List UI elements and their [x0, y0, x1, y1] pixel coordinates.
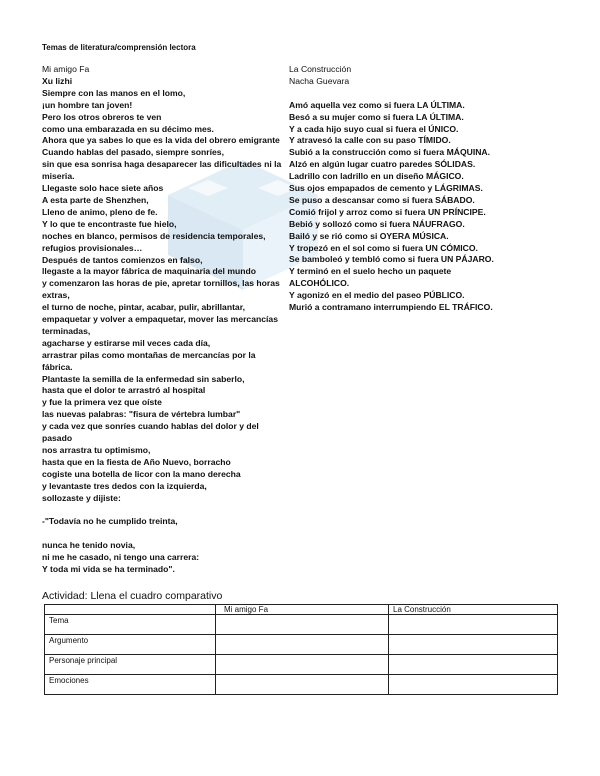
poem-line: ni me he casado, ni tengo una carrera: [42, 552, 200, 563]
poem-closing [42, 540, 288, 576]
poem-line: Lleno de animo, pleno de fe. [42, 206, 158, 217]
poem-line: Y atravesó la calle con su paso TÍMIDO. [289, 135, 451, 146]
poem-line: Se puso a descansar como si fuera SÁBADO. [289, 194, 475, 205]
poem-title: La Construcción [289, 64, 352, 74]
row-label: Emociones [45, 675, 216, 695]
poem-line: extras, [42, 290, 70, 301]
poem-line: ¡un hombre tan joven! [42, 99, 133, 110]
poem-line: Cuando hablas del pasado, siempre sonríes, [42, 147, 224, 158]
poem-line: refugios provisionales… [42, 242, 143, 253]
poem-line: las nuevas palabras: "fisura de vértebra lumbar" [42, 409, 241, 420]
poem-line: Y a cada hijo suyo cual si fuera el ÚNICO. [289, 123, 459, 134]
poem-line: Y toda mi vida se ha terminado". [42, 564, 175, 575]
poem-line: Sus ojos empapados de cemento y LÁGRIMAS. [289, 183, 483, 194]
poem-line: fábrica. [42, 361, 73, 372]
answer-cell[interactable] [216, 635, 389, 655]
poem-line: y comenzaron las horas de pie, apretar tornillos, las horas [42, 278, 280, 289]
poem-line: Pero los otros obreros te ven [42, 111, 162, 122]
table-header-cell: La Construcción [389, 605, 558, 615]
poem-author: Xu lizhi [42, 75, 73, 86]
poem-line: A esta parte de Shenzhen, [42, 194, 149, 205]
poem-lines [289, 100, 559, 314]
poem-line: y levantaste tres dedos con la izquierda, [42, 480, 207, 491]
poem-line: agacharse y estirarse mil veces cada día, [42, 337, 211, 348]
poem-line: hasta que el dolor te arrastró al hospital [42, 385, 206, 396]
poem-line: llegaste a la mayor fábrica de maquinaria del mundo [42, 266, 256, 277]
poem-line: sollozaste y dijiste: [42, 492, 121, 503]
poem-line: Bebió y sollozó como si fuera NÁUFRAGO. [289, 218, 465, 229]
answer-cell[interactable] [389, 635, 558, 655]
answer-cell[interactable] [216, 615, 389, 635]
poem-line: ALCOHÓLICO. [289, 278, 350, 289]
table-row [45, 635, 558, 655]
poem-line: Y agonizó en el medio del paseo PÚBLICO. [289, 290, 465, 301]
table-header-row [45, 605, 558, 615]
poem-line: miseria. [42, 171, 75, 182]
table-header-cell: Mi amigo Fa [216, 605, 389, 615]
table-row [45, 615, 558, 635]
comparison-table [44, 604, 558, 695]
poem-line: el turno de noche, pintar, acabar, pulir, abrillantar, [42, 302, 245, 313]
poem-line: arrastrar pilas como montañas de mercancías por la [42, 349, 256, 360]
poem-line: como una embarazada en su décimo mes. [42, 123, 214, 134]
poem-line: Bailó y se rió como si OYERA MÚSICA. [289, 230, 449, 241]
poem-line: Después de tantos comienzos en falso, [42, 254, 203, 265]
poem-line: Ahora que ya sabes lo que es la vida del obrero emigrante [42, 135, 280, 146]
poem-line: noches en blanco, permisos de residencia temporales, [42, 230, 266, 241]
row-label: Tema [45, 615, 216, 635]
poem-line: Comió frijol y arroz como si fuera UN PRÍNCIPE. [289, 206, 486, 217]
poem-line: empaquetar y volver a empaquetar, mover las mercancías [42, 314, 278, 325]
poem-line: Siempre con las manos en el lomo, [42, 87, 186, 98]
table-row [45, 655, 558, 675]
answer-cell[interactable] [216, 655, 389, 675]
poem-line: y cada vez que sonríes cuando hablas del dolor y del [42, 421, 259, 432]
poem-line: cogiste una botella de licor con la mano derecha [42, 468, 241, 479]
poem-line: Besó a su mujer como si fuera LA ÚLTIMA. [289, 111, 464, 122]
poem-title: Mi amigo Fa [42, 64, 90, 74]
poem-line: Murió a contramano interrumpiendo EL TRÁFICO. [289, 302, 493, 313]
poem-line: Y terminó en el suelo hecho un paquete [289, 266, 452, 277]
poem-author: Nacha Guevara [289, 75, 350, 86]
poem-line: Llegaste solo hace siete años [42, 183, 164, 194]
poem-line: Amó aquella vez como si fuera LA ÚLTIMA. [289, 99, 465, 110]
poem-line: Plantaste la semilla de la enfermedad sin saberlo, [42, 373, 245, 384]
poem-line: Y tropezó en el sol como si fuera UN CÓMICO. [289, 242, 478, 253]
poem-line: hasta que en la fiesta de Año Nuevo, borracho [42, 456, 231, 467]
table-row [45, 675, 558, 695]
poem-line: Subió a la construcción como si fuera MÁQUINA. [289, 147, 491, 158]
answer-cell[interactable] [389, 675, 558, 695]
poem-line: Alzó en algún lugar cuatro paredes SÓLIDAS. [289, 159, 476, 170]
answer-cell[interactable] [389, 655, 558, 675]
row-label: Personaje principal [45, 655, 216, 675]
page-header-title: Temas de literatura/comprensión lectora [42, 43, 196, 52]
row-label: Argumento [45, 635, 216, 655]
poem-line: nos arrastra tu optimismo, [42, 445, 151, 455]
poem-lines [42, 88, 288, 505]
poem-line: Y lo que te encontraste fue hielo, [42, 218, 177, 229]
table-header-cell [45, 605, 216, 615]
answer-cell[interactable] [216, 675, 389, 695]
poem-line: pasado [42, 433, 73, 444]
poem-quote: -"Todavía no he cumplido treinta, [42, 516, 178, 527]
poem-line: nunca he tenido novia, [42, 540, 136, 551]
poem-line: terminadas, [42, 325, 91, 336]
poem-line: y fue la primera vez que oíste [42, 397, 162, 408]
poem-la-construccion [289, 64, 559, 314]
answer-cell[interactable] [389, 615, 558, 635]
poem-line: sin que esa sonrisa haga desaparecer las dificultades ni la [42, 159, 282, 170]
poem-line: Se bamboleó y tembló como si fuera UN PÁJARO. [289, 254, 494, 265]
activity-title: Actividad: Llena el cuadro comparativo [42, 590, 223, 602]
poem-mi-amigo-fa [42, 64, 288, 576]
poem-line: Ladrillo con ladrillo en un diseño MÁGICO. [289, 171, 464, 182]
